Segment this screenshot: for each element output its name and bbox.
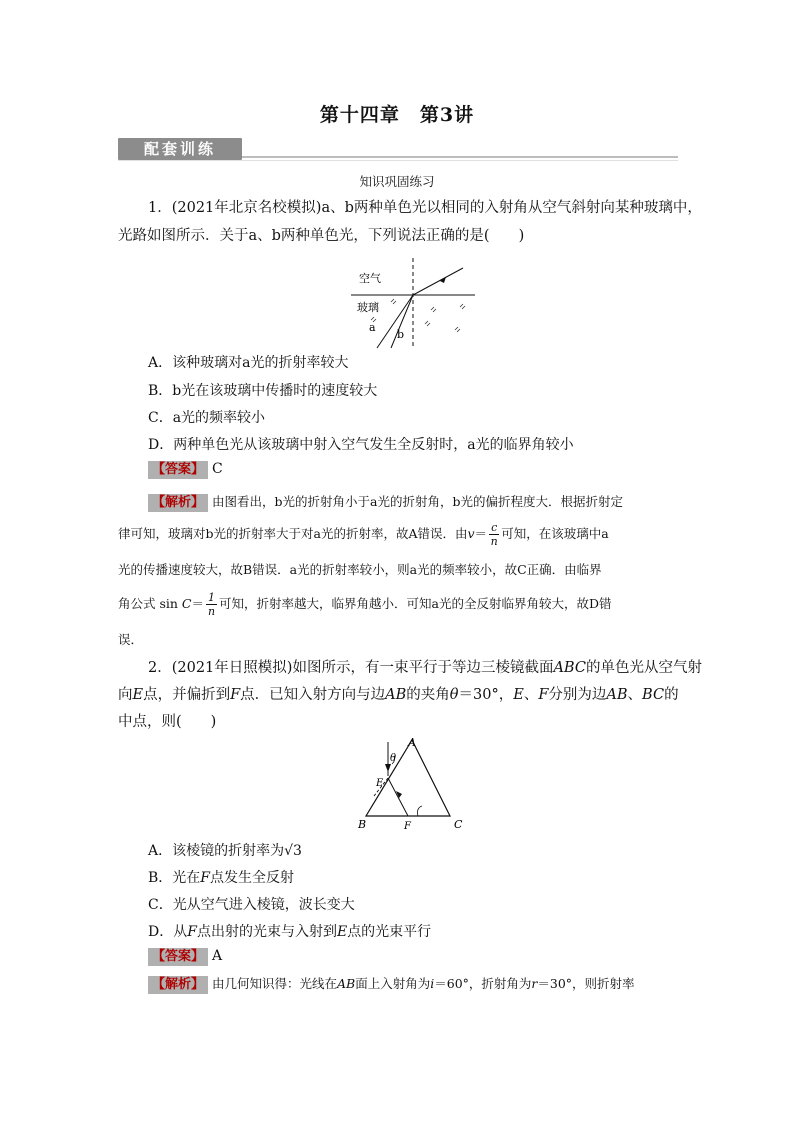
q1-expl-text4a: 角公式 sin bbox=[118, 596, 178, 611]
q1-stem-line2: 光路如图所示．关于a、b两种单色光，下列说法正确的是( ) bbox=[118, 228, 525, 244]
q1-expl-var-c: C bbox=[181, 596, 192, 611]
q2-stem-line2: 向E点，并偏折到F点．已知入射方向与边AB的夹角θ＝30°，E、F分别为边AB、BC的 bbox=[118, 687, 679, 703]
incident-ray bbox=[413, 268, 463, 295]
q2-option-c: C．光从空气进入棱镜，波长变大 bbox=[148, 897, 355, 913]
ray-a bbox=[377, 295, 413, 348]
header-divider bbox=[242, 156, 678, 158]
q2-explanation-line1: 【解析】 由几何知识得：光线在AB面上入射角为i＝60°，折射角为r＝30°，则折射率 bbox=[148, 968, 635, 1000]
q1-option-a: A．该种玻璃对a光的折射率较大 bbox=[148, 355, 349, 371]
fig1-glass-label: 玻璃 bbox=[357, 301, 379, 314]
chapter-title bbox=[0, 100, 794, 127]
header-divider-thin bbox=[118, 160, 678, 161]
q1-option-b: B．b光在该玻璃中传播时的速度较大 bbox=[148, 383, 378, 399]
q2-stem-line1: 2．(2021年日照模拟)如图所示，有一束平行于等边三棱镜截面ABC的单色光从空气射 bbox=[148, 660, 702, 676]
incident-arrow bbox=[385, 764, 391, 772]
fraction-1-over-n: $\frac{1}{n}$ bbox=[207, 591, 216, 618]
q1-answer-tag: 【答案】 bbox=[148, 461, 208, 479]
q2-option-a: A．该棱镜的折射率为√3 bbox=[148, 843, 302, 859]
lecture-label: 第3讲 bbox=[419, 104, 475, 126]
chapter-label: 第十四章 bbox=[319, 104, 400, 126]
q1-explanation-line2: 律可知，玻璃对b光的折射率大于对a光的折射率，故A错误．由v＝ $\frac{c}{n}$ 可知，在该玻璃中a bbox=[118, 521, 609, 548]
q1-explanation-tag: 【解析】 bbox=[148, 494, 208, 512]
angle-arc-f bbox=[418, 806, 423, 816]
theta-label: θ bbox=[390, 753, 397, 764]
refracted-beam bbox=[388, 778, 408, 816]
q1-expl-text1: 由图看出，b光的折射角小于a光的折射角，b光的偏折程度大．根据折射定 bbox=[212, 494, 623, 509]
q2-option-b: B．光在F点发生全反射 bbox=[148, 870, 295, 886]
fig1-b-label: b bbox=[397, 328, 405, 341]
q1-explanation-line4: 角公式 sin C＝ $\frac{1}{n}$ 可知，折射率越大，临界角越小．可知a光的全反射临界角较大，故D错 bbox=[118, 591, 612, 618]
q2-answer-value: A bbox=[212, 948, 223, 964]
fig1-air-label: 空气 bbox=[359, 272, 381, 285]
q1-figure bbox=[345, 258, 485, 350]
fig1-a-label: a bbox=[369, 321, 376, 334]
section-heading: 知识巩固练习 bbox=[359, 174, 435, 189]
q1-explanation-line3: 光的传播速度较大，故B错误．a光的折射率较小，则a光的频率较小，故C正确．由临界 bbox=[118, 562, 602, 577]
vertex-b-label: B bbox=[358, 818, 367, 831]
fraction-c-over-n: $\frac{c}{n}$ bbox=[490, 521, 498, 548]
q1-option-c: C．a光的频率较小 bbox=[148, 410, 266, 426]
q1-expl-text4b: 可知，折射率越大，临界角越小．可知a光的全反射临界角较大，故D错 bbox=[219, 596, 612, 611]
q1-option-d: D．两种单色光从该玻璃中射入空气发生全反射时，a光的临界角较小 bbox=[148, 437, 574, 453]
q1-answer-row bbox=[148, 461, 223, 479]
q2-answer-row bbox=[148, 948, 222, 966]
vertex-a-label: A bbox=[408, 736, 416, 749]
point-f-label: F bbox=[404, 821, 411, 832]
q1-stem-line1: 1．(2021年北京名校模拟)a、b两种单色光以相同的入射角从空气斜射向某种玻璃中， bbox=[148, 200, 702, 216]
training-tag: 配套训练 bbox=[118, 138, 242, 160]
vertex-c-label: C bbox=[454, 818, 463, 831]
glass-hatching bbox=[371, 299, 465, 332]
q1-answer-value: C bbox=[212, 461, 223, 477]
q2-answer-tag: 【答案】 bbox=[148, 948, 208, 966]
q1-explanation-line1 bbox=[148, 486, 623, 518]
q2-option-d: D．从F点出射的光束与入射到E点的光束平行 bbox=[148, 924, 432, 940]
q2-explanation-tag: 【解析】 bbox=[148, 976, 208, 994]
q2-prism-figure bbox=[352, 734, 468, 832]
q1-expl-var-v: v bbox=[467, 526, 475, 541]
point-e-label: E bbox=[376, 778, 384, 789]
q2-stem-line3: 中点，则( ) bbox=[118, 714, 217, 730]
q1-explanation-line5: 误． bbox=[118, 632, 144, 647]
q1-expl-text2a: 律可知，玻璃对b光的折射率大于对a光的折射率，故A错误．由 bbox=[118, 526, 468, 541]
q1-expl-text2b: 可知，在该玻璃中a bbox=[501, 526, 609, 541]
